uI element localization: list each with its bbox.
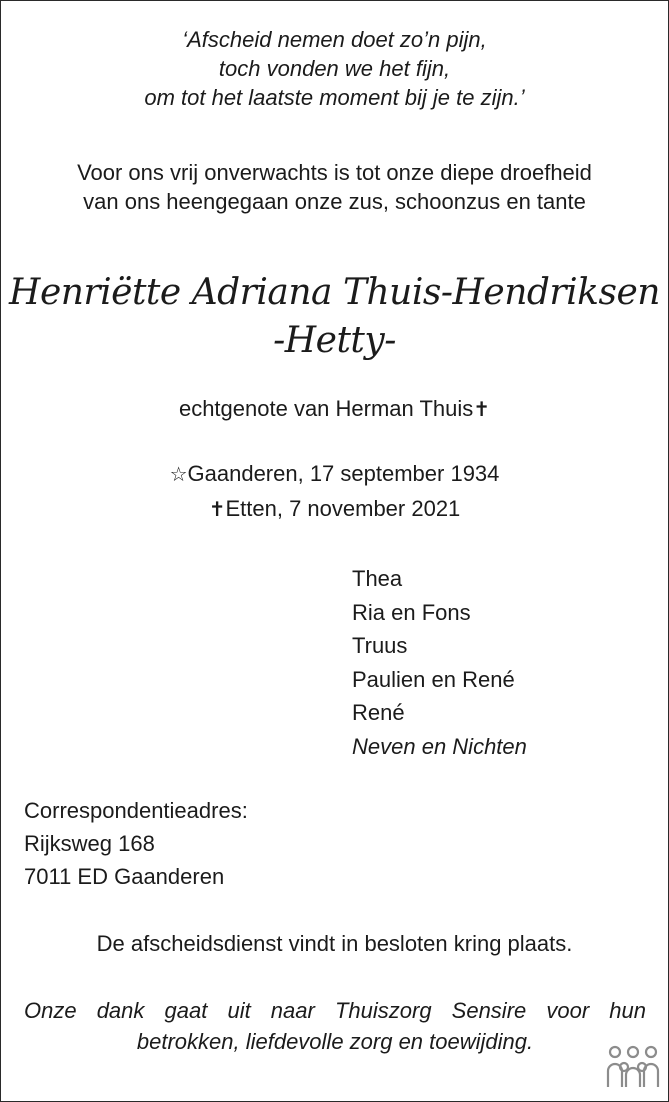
thanks-line: Onze dank gaat uit naar Thuiszorg Sensire voor hun	[24, 998, 646, 1023]
family-member: Truus	[352, 633, 408, 658]
cross-icon: ✝	[473, 397, 491, 421]
intro-line: Voor ons vrij onverwachts is tot onze diepe droefheid	[77, 160, 592, 185]
correspondence-street: Rijksweg 168	[24, 831, 155, 856]
spouse-line	[1, 394, 668, 424]
birth-line	[1, 459, 668, 489]
correspondence-city: 7011 ED Gaanderen	[24, 864, 225, 889]
poem-line: toch vonden we het fijn,	[218, 56, 451, 81]
family-extra: Neven en Nichten	[352, 733, 527, 759]
deceased-nickname: -Hetty-	[273, 320, 396, 361]
star-icon: ☆	[169, 462, 188, 486]
correspondence-address	[24, 794, 248, 893]
poem-line: om tot het laatste moment bij je te zijn.’	[144, 85, 525, 110]
deceased-name: Henriëtte Adriana Thuis-Hendriksen	[9, 272, 660, 313]
intro-text	[1, 158, 668, 216]
people-group-icon	[605, 1045, 661, 1089]
death-line	[1, 494, 668, 524]
family-list	[352, 562, 527, 763]
spouse-text: echtgenote van Herman Thuis	[178, 396, 474, 421]
service-text: De afscheidsdienst vindt in besloten kring plaats.	[96, 931, 573, 956]
poem	[1, 25, 668, 112]
birth-text: Gaanderen, 17 september 1934	[187, 461, 500, 486]
family-member: Thea	[352, 566, 403, 591]
family-member: René	[352, 700, 405, 725]
poem-line: ‘Afscheid nemen doet zo’n pijn,	[182, 27, 487, 52]
intro-line: van ons heengegaan onze zus, schoonzus en tante	[83, 189, 586, 214]
death-text: Etten, 7 november 2021	[225, 496, 461, 521]
correspondence-label: Correspondentieadres:	[24, 798, 248, 823]
thanks-text	[24, 995, 646, 1057]
family-member: Paulien en René	[352, 666, 515, 692]
family-member: Ria en Fons	[352, 599, 471, 625]
thanks-line: betrokken, liefdevolle zorg en toewijding.	[136, 1029, 534, 1054]
cross-icon: ✝	[208, 497, 226, 521]
